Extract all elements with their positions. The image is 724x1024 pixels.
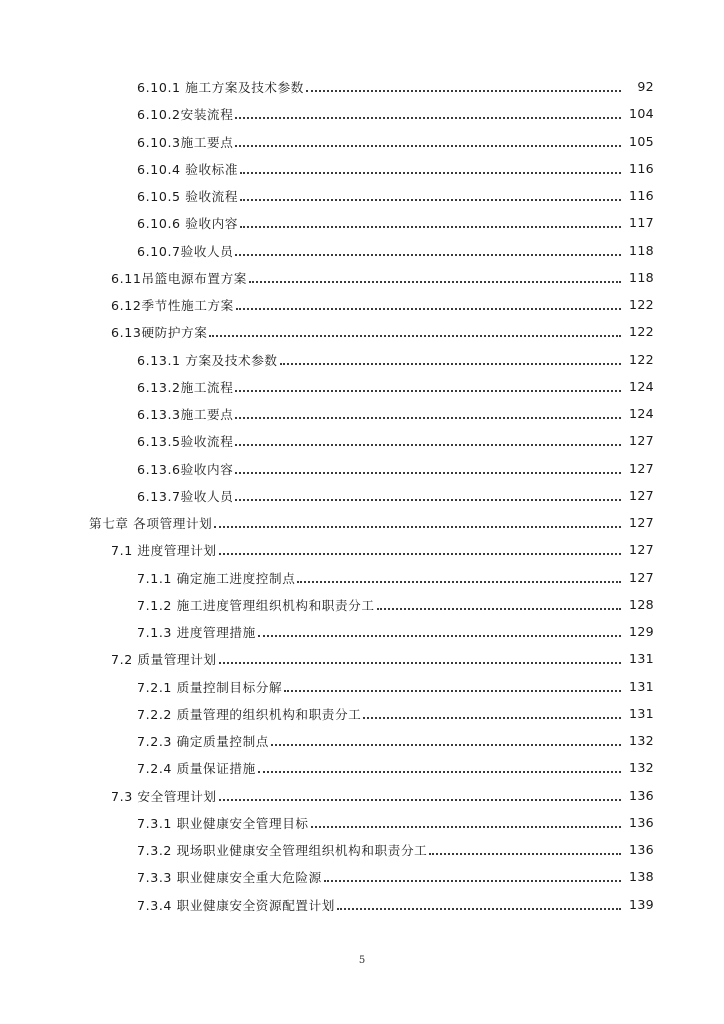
toc-entry[interactable]: [0, 346, 724, 373]
toc-entry-page: 127: [629, 542, 654, 558]
dot-leader: [284, 689, 621, 692]
toc-entry-page: 129: [629, 624, 654, 640]
toc-entry-page: 118: [629, 269, 654, 285]
toc-entry-page: 127: [629, 487, 654, 503]
toc-entry-title: 6.13硬防护方案: [111, 325, 208, 341]
toc-entry-page: 118: [629, 242, 654, 258]
toc-entry-page: 127: [629, 460, 654, 476]
toc-entry[interactable]: [0, 836, 724, 863]
dot-leader: [235, 144, 621, 147]
toc-entry-title: 7.2.3 确定质量控制点: [137, 734, 270, 750]
toc-entry[interactable]: [0, 564, 724, 591]
toc-entry-page: 128: [629, 596, 654, 612]
dot-leader: [219, 661, 621, 664]
dot-leader: [235, 389, 621, 392]
toc-entry[interactable]: [0, 291, 724, 318]
dot-leader: [240, 198, 621, 201]
toc-entry[interactable]: [0, 237, 724, 264]
toc-entry[interactable]: [0, 891, 724, 918]
toc-entry[interactable]: [0, 809, 724, 836]
toc-entry-title: 6.12季节性施工方案: [111, 298, 234, 314]
toc-entry-page: 127: [629, 569, 654, 585]
dot-leader: [249, 280, 621, 283]
toc-entry[interactable]: [0, 318, 724, 345]
dot-leader: [214, 525, 621, 528]
toc-entry[interactable]: [0, 700, 724, 727]
dot-leader: [235, 498, 621, 501]
toc-entry[interactable]: [0, 128, 724, 155]
toc-entry-page: 139: [629, 896, 654, 912]
toc-entry[interactable]: [0, 645, 724, 672]
toc-entry-page: 131: [629, 678, 654, 694]
toc-entry-page: 136: [629, 842, 654, 858]
toc-entry-title: 7.2 质量管理计划: [111, 652, 217, 668]
toc-entry-title: 7.2.4 质量保证措施: [137, 761, 256, 777]
dot-leader: [311, 825, 621, 828]
toc-entry-page: 124: [629, 406, 654, 422]
toc-entry-title: 6.10.1 施工方案及技术参数: [137, 80, 305, 96]
dot-leader: [219, 798, 621, 801]
toc-entry-title: 7.1 进度管理计划: [111, 543, 217, 559]
toc-entry-page: 131: [629, 705, 654, 721]
toc-entry-page: 127: [629, 515, 654, 531]
dot-leader: [235, 416, 621, 419]
toc-entry[interactable]: [0, 155, 724, 182]
toc-entry[interactable]: [0, 618, 724, 645]
toc-entry-title: 6.13.1 方案及技术参数: [137, 352, 278, 368]
toc-entry-page: 122: [629, 297, 654, 313]
toc-entry-page: 116: [629, 188, 654, 204]
toc-entry[interactable]: [0, 536, 724, 563]
dot-leader: [429, 852, 621, 855]
toc-entry-title: 7.3.1 职业健康安全管理目标: [137, 815, 309, 831]
toc-entry-title: 6.10.2安装流程: [137, 107, 234, 123]
toc-entry-title: 7.1.3 进度管理措施: [137, 625, 256, 641]
dot-leader: [337, 907, 621, 910]
toc-entry[interactable]: [0, 673, 724, 700]
dot-leader: [235, 253, 621, 256]
table-of-contents: [0, 73, 724, 918]
toc-entry[interactable]: [0, 727, 724, 754]
toc-entry-title: 7.2.1 质量控制目标分解: [137, 679, 283, 695]
toc-entry-page: 132: [629, 760, 654, 776]
toc-entry[interactable]: [0, 100, 724, 127]
toc-entry-title: 6.11吊篮电源布置方案: [111, 270, 247, 286]
dot-leader: [258, 634, 621, 637]
dot-leader: [235, 471, 621, 474]
toc-entry[interactable]: [0, 482, 724, 509]
toc-entry-page: 131: [629, 651, 654, 667]
toc-entry-page: 127: [629, 433, 654, 449]
toc-entry-title: 第七章 各项管理计划: [89, 516, 213, 532]
toc-entry-title: 6.10.7验收人员: [137, 243, 234, 259]
toc-entry-page: 136: [629, 787, 654, 803]
dot-leader: [240, 171, 621, 174]
dot-leader: [324, 879, 621, 882]
toc-entry-title: 6.10.6 验收内容: [137, 216, 239, 232]
toc-entry[interactable]: [0, 373, 724, 400]
toc-entry-page: 117: [629, 215, 654, 231]
toc-entry-page: 104: [629, 106, 654, 122]
toc-entry-page: 92: [637, 79, 654, 95]
dot-leader: [306, 89, 621, 92]
toc-entry-title: 7.3.3 职业健康安全重大危险源: [137, 870, 322, 886]
toc-entry[interactable]: [0, 591, 724, 618]
dot-leader: [235, 443, 621, 446]
dot-leader: [297, 580, 621, 583]
dot-leader: [377, 607, 621, 610]
toc-entry-page: 132: [629, 733, 654, 749]
toc-entry-page: 116: [629, 160, 654, 176]
toc-entry-title: 6.10.5 验收流程: [137, 189, 239, 205]
toc-entry-page: 124: [629, 378, 654, 394]
dot-leader: [209, 334, 621, 337]
toc-entry-title: 6.13.5验收流程: [137, 434, 234, 450]
dot-leader: [363, 716, 621, 719]
toc-entry[interactable]: [0, 73, 724, 100]
dot-leader: [271, 743, 621, 746]
toc-entry[interactable]: [0, 509, 724, 536]
toc-entry-title: 6.10.3施工要点: [137, 134, 234, 150]
toc-entry[interactable]: [0, 782, 724, 809]
toc-entry-title: 7.1.1 确定施工进度控制点: [137, 570, 296, 586]
toc-entry-title: 7.1.2 施工进度管理组织机构和职责分工: [137, 597, 375, 613]
toc-entry-title: 7.3.2 现场职业健康安全管理组织机构和职责分工: [137, 843, 428, 859]
toc-entry-title: 6.10.4 验收标准: [137, 161, 239, 177]
toc-entry-title: 6.13.7验收人员: [137, 488, 234, 504]
toc-entry-page: 105: [629, 133, 654, 149]
dot-leader: [219, 552, 621, 555]
toc-entry-title: 7.3 安全管理计划: [111, 788, 217, 804]
toc-entry-title: 7.3.4 职业健康安全资源配置计划: [137, 897, 335, 913]
dot-leader: [258, 770, 621, 773]
toc-entry-title: 6.13.3施工要点: [137, 407, 234, 423]
toc-entry-page: 122: [629, 351, 654, 367]
toc-entry-title: 6.13.2施工流程: [137, 379, 234, 395]
dot-leader: [280, 362, 621, 365]
toc-entry[interactable]: [0, 182, 724, 209]
toc-entry-title: 7.2.2 质量管理的组织机构和职责分工: [137, 706, 362, 722]
toc-entry[interactable]: [0, 264, 724, 291]
toc-entry[interactable]: [0, 455, 724, 482]
toc-entry-page: 138: [629, 869, 654, 885]
toc-entry-page: 122: [629, 324, 654, 340]
toc-entry-title: 6.13.6验收内容: [137, 461, 234, 477]
page-number: 5: [358, 955, 366, 966]
toc-entry[interactable]: [0, 400, 724, 427]
toc-entry[interactable]: [0, 754, 724, 781]
dot-leader: [235, 116, 621, 119]
toc-entry-page: 136: [629, 814, 654, 830]
toc-entry[interactable]: [0, 209, 724, 236]
toc-entry[interactable]: [0, 427, 724, 454]
dot-leader: [240, 225, 621, 228]
toc-entry[interactable]: [0, 863, 724, 890]
dot-leader: [236, 307, 621, 310]
